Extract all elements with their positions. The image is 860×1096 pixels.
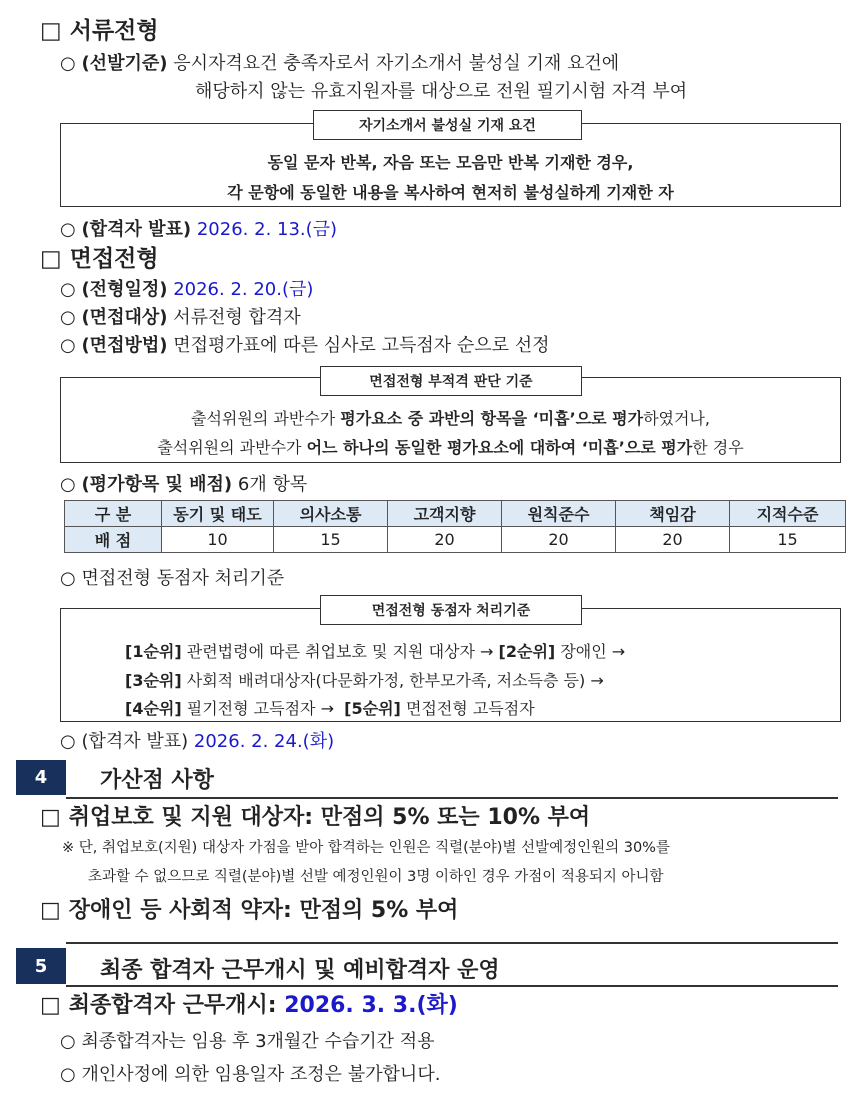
selection-criteria-line1 <box>60 49 619 75</box>
table-cell: 20 <box>502 527 616 553</box>
dq2-b: 어느 하나의 동일한 평가요소에 대하여 ‘미흡’으로 평가 <box>306 438 693 457</box>
section-underline-5 <box>66 985 838 987</box>
announce-label: (합격자 발표) <box>81 219 192 240</box>
document-announce-line <box>60 215 337 241</box>
table-row <box>65 527 846 553</box>
bonus-item-2-text: 장애인 등 사회적 약자: 만점의 5% 부여 <box>68 898 459 923</box>
tie-rule-line-3 <box>125 696 535 719</box>
bonus-item-1-text: 취업보호 및 지원 대상자: 만점의 5% 또는 10% 부여 <box>68 805 591 830</box>
checkbox-square-icon: □ <box>40 18 62 44</box>
announce-date: 2026. 2. 13.(금) <box>196 219 338 240</box>
no-adjust-line <box>60 1060 440 1086</box>
dq1-c: 하였거나, <box>643 409 710 428</box>
table-cell: 동기 및 태도 <box>162 501 274 527</box>
final-start-label: 최종합격자 근무개시: <box>68 993 277 1018</box>
evaluation-items-line <box>60 470 307 496</box>
tie-rule-box <box>60 608 841 722</box>
table-cell: 15 <box>730 527 846 553</box>
items-label: (평가항목 및 배점) <box>81 474 233 495</box>
insincere-box-line1: 동일 문자 반복, 자음 또는 모음만 반복 기재한 경우, <box>267 153 634 172</box>
section-overline-5 <box>66 942 838 944</box>
tie-text-5: 면접전형 고득점자 <box>405 699 535 718</box>
section-title-5: 최종 합격자 근무개시 및 예비합격자 운영 <box>100 958 500 983</box>
announce-label: (합격자 발표) <box>81 731 189 752</box>
target-text: 서류전형 합격자 <box>173 307 301 328</box>
heading-text: 서류전형 <box>69 18 159 44</box>
criteria-label: (선발기준) <box>81 53 168 74</box>
checkbox-square-icon: □ <box>40 805 61 830</box>
selection-criteria-line2: 해당하지 않는 유효지원자를 대상으로 전원 필기시험 자격 부여 <box>195 81 688 102</box>
dq2-c: 한 경우 <box>692 438 744 457</box>
dq1-b: 평가요소 중 과반의 항목을 ‘미흡’으로 평가 <box>340 409 644 428</box>
schedule-label: (전형일정) <box>81 279 168 300</box>
method-text: 면접평가표에 따른 심사로 고득점자 순으로 선정 <box>173 335 550 356</box>
items-text: 6개 항목 <box>237 474 308 495</box>
table-cell: 원칙준수 <box>502 501 616 527</box>
heading-interview <box>40 240 159 273</box>
method-label: (면접방법) <box>81 335 168 356</box>
bullet-circle-icon: ○ <box>60 219 76 240</box>
checkbox-square-icon: □ <box>40 898 61 923</box>
bonus-note-line1: ※ 단, 취업보호(지원) 대상자 가점을 받아 합격하는 인원은 직렬(분야)별 선발예정인원의 30%를 <box>62 840 670 856</box>
insincere-box-line2: 각 문항에 동일한 내용을 복사하여 현저히 불성실하게 기재한 자 <box>227 183 674 202</box>
section-underline-4 <box>66 797 838 799</box>
probation-line <box>60 1027 435 1053</box>
checkbox-square-icon: □ <box>40 993 61 1018</box>
evaluation-score-table <box>64 500 846 553</box>
table-cell: 책임감 <box>616 501 730 527</box>
disqualification-line2 <box>61 435 840 458</box>
section-number-5: 5 <box>16 948 66 984</box>
tie-rule-line <box>60 564 284 590</box>
tie-text-1: 관련법령에 따른 취업보호 및 지원 대상자 → <box>186 642 494 661</box>
heading-text: 면접전형 <box>69 246 159 272</box>
bullet-circle-icon: ○ <box>60 279 76 300</box>
insincere-box-title: 자기소개서 불성실 기재 요건 <box>313 110 582 140</box>
tie-rank-2: [2순위] <box>498 642 556 661</box>
section-number-4: 4 <box>16 760 66 795</box>
bullet-circle-icon: ○ <box>60 474 76 495</box>
interview-target-line <box>60 303 301 329</box>
bullet-circle-icon: ○ <box>60 1031 76 1052</box>
table-cell: 구 분 <box>65 501 162 527</box>
final-start-item <box>40 988 458 1019</box>
dq2-a: 출석위원의 과반수가 <box>157 438 307 457</box>
bullet-circle-icon: ○ <box>60 568 76 589</box>
tie-rank-3: [3순위] <box>125 671 182 690</box>
bullet-circle-icon: ○ <box>60 731 76 752</box>
table-cell: 배 점 <box>65 527 162 553</box>
disqualification-line1 <box>61 406 840 429</box>
table-cell: 의사소통 <box>274 501 388 527</box>
table-cell: 10 <box>162 527 274 553</box>
target-label: (면접대상) <box>81 307 168 328</box>
table-cell: 지적수준 <box>730 501 846 527</box>
tie-text-3: 사회적 배려대상자(다문화가정, 한부모가족, 저소득층 등) → <box>186 671 604 690</box>
bullet-circle-icon: ○ <box>60 53 76 74</box>
tie-box-title: 면접전형 동점자 처리기준 <box>320 595 582 625</box>
tie-rank-4: [4순위] <box>125 699 182 718</box>
tie-rule-line-1 <box>125 639 625 662</box>
interview-announce-line <box>60 727 334 753</box>
interview-schedule-line <box>60 275 313 301</box>
tie-text-2: 장애인 → <box>560 642 626 661</box>
tie-rank-5: [5순위] <box>344 699 401 718</box>
no-adjust-text: 개인사정에 의한 임용일자 조정은 불가합니다. <box>81 1064 441 1085</box>
tie-rank-1: [1순위] <box>125 642 182 661</box>
schedule-date: 2026. 2. 20.(금) <box>173 279 314 300</box>
bullet-circle-icon: ○ <box>60 335 76 356</box>
criteria-text: 응시자격요건 충족자로서 자기소개서 불성실 기재 요건에 <box>173 53 620 74</box>
tie-text: 면접전형 동점자 처리기준 <box>81 568 285 589</box>
announce-date: 2026. 2. 24.(화) <box>193 731 335 752</box>
disqualification-box-title: 면접전형 부적격 판단 기준 <box>320 366 582 396</box>
probation-text: 최종합격자는 임용 후 3개월간 수습기간 적용 <box>81 1031 435 1052</box>
tie-text-4: 필기전형 고득점자 → <box>186 699 334 718</box>
table-cell: 20 <box>388 527 502 553</box>
table-cell: 고객지향 <box>388 501 502 527</box>
bonus-item-2 <box>40 893 458 924</box>
dq1-a: 출석위원의 과반수가 <box>191 409 341 428</box>
bullet-circle-icon: ○ <box>60 1064 76 1085</box>
interview-method-line <box>60 331 550 357</box>
table-row <box>65 501 846 527</box>
bonus-item-1 <box>40 800 590 831</box>
heading-document-screening <box>40 12 159 45</box>
bullet-circle-icon: ○ <box>60 307 76 328</box>
section-title-4: 가산점 사항 <box>100 768 214 793</box>
bonus-note-line2: 초과할 수 없으므로 직렬(분야)별 선발 예정인원이 3명 이하인 경우 가점이 적용되지 아니함 <box>88 869 664 885</box>
tie-rule-line-2 <box>125 668 604 691</box>
final-start-date: 2026. 3. 3.(화) <box>284 993 458 1018</box>
table-cell: 20 <box>616 527 730 553</box>
checkbox-square-icon: □ <box>40 246 62 272</box>
table-cell: 15 <box>274 527 388 553</box>
